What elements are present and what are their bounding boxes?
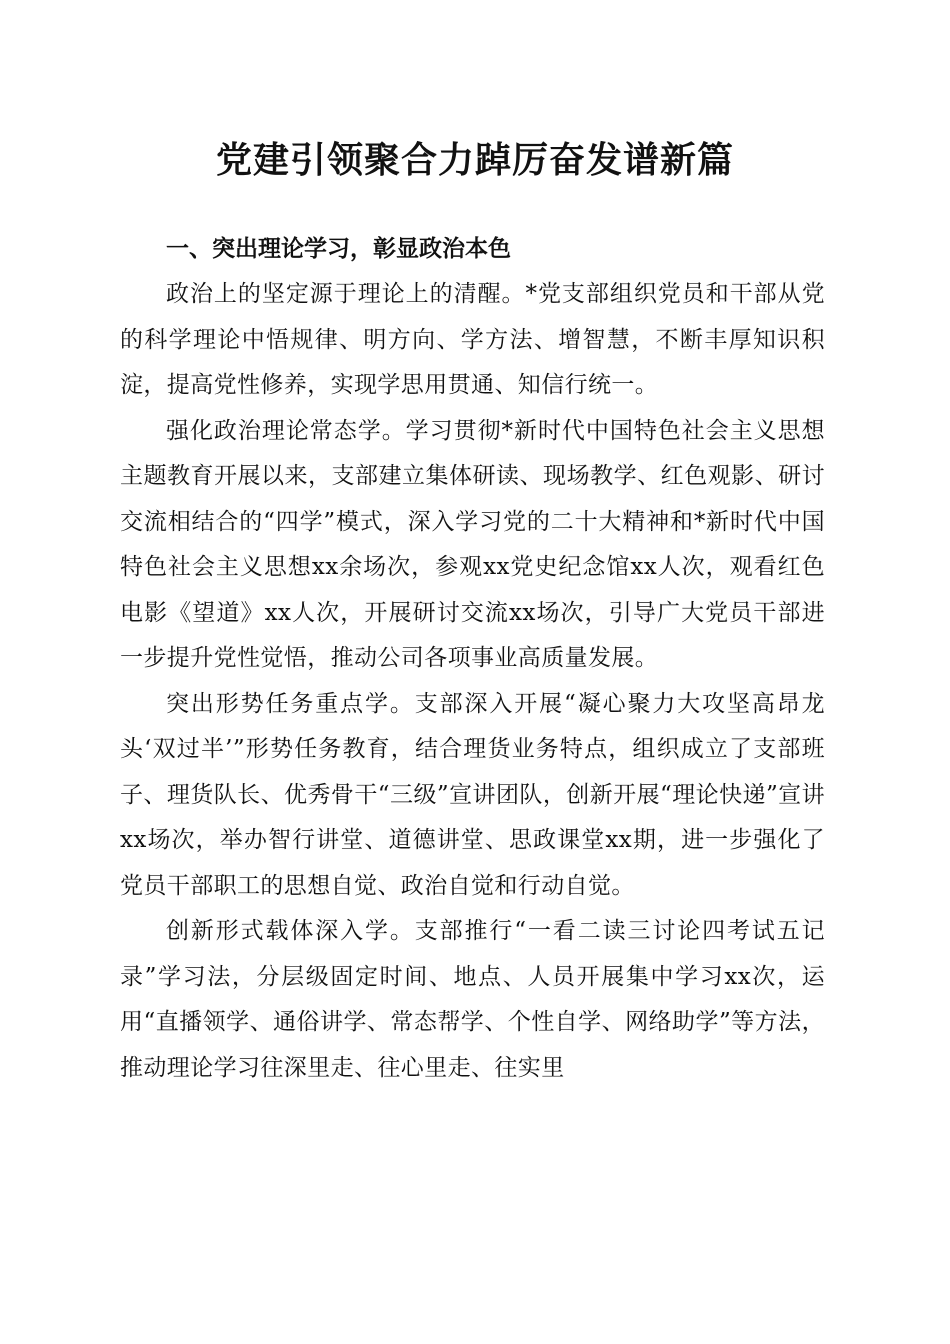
document-body [120,226,825,1091]
paragraph-regular-study: 强化政治理论常态学。学习贯彻*新时代中国特色社会主义思想主题教育开展以来，支部建立集体研读、现场教学、红色观影、研讨交流相结合的“四学”模式，深入学习党的二十大精神和*新时代中国特色社会主义思想xx余场次，参观xx党史纪念馆xx人次，观看红色电影《望道》xx人次，开展研讨交流xx场次，引导广大党员干部进一步提升党性觉悟，推动公司各项事业高质量发展。 [120,417,825,671]
paragraph-innovative-study: 创新形式载体深入学。支部推行“一看二读三讨论四考试五记录”学习法，分层级固定时间、地点、人员开展集中学习xx次，运用“直播领学、通俗讲学、常态帮学、个性自学、网络助学”等方法，推动理论学习往深里走、往心里走、往实里 [120,918,825,1081]
document-title: 党建引领聚合力踔厉奋发谱新篇 [215,139,734,181]
paragraph-intro: 政治上的坚定源于理论上的清醒。*党支部组织党员和干部从党的科学理论中悟规律、明方向、学方法、增智慧，不断丰厚知识积淀，提高党性修养，实现学思用贯通、知信行统一。 [120,281,825,398]
paragraph-key-study: 突出形势任务重点学。支部深入开展“凝心聚力大攻坚高昂龙头‘双过半’”形势任务教育，结合理货业务特点，组织成立了支部班子、理货队长、优秀骨干“三级”宣讲团队，创新开展“理论快递”宣讲xx场次，举办智行讲堂、道德讲堂、思政课堂xx期，进一步强化了党员干部职工的思想自觉、政治自觉和行动自觉。 [120,690,825,899]
section-heading: 一、突出理论学习，彰显政治本色 [166,236,511,262]
